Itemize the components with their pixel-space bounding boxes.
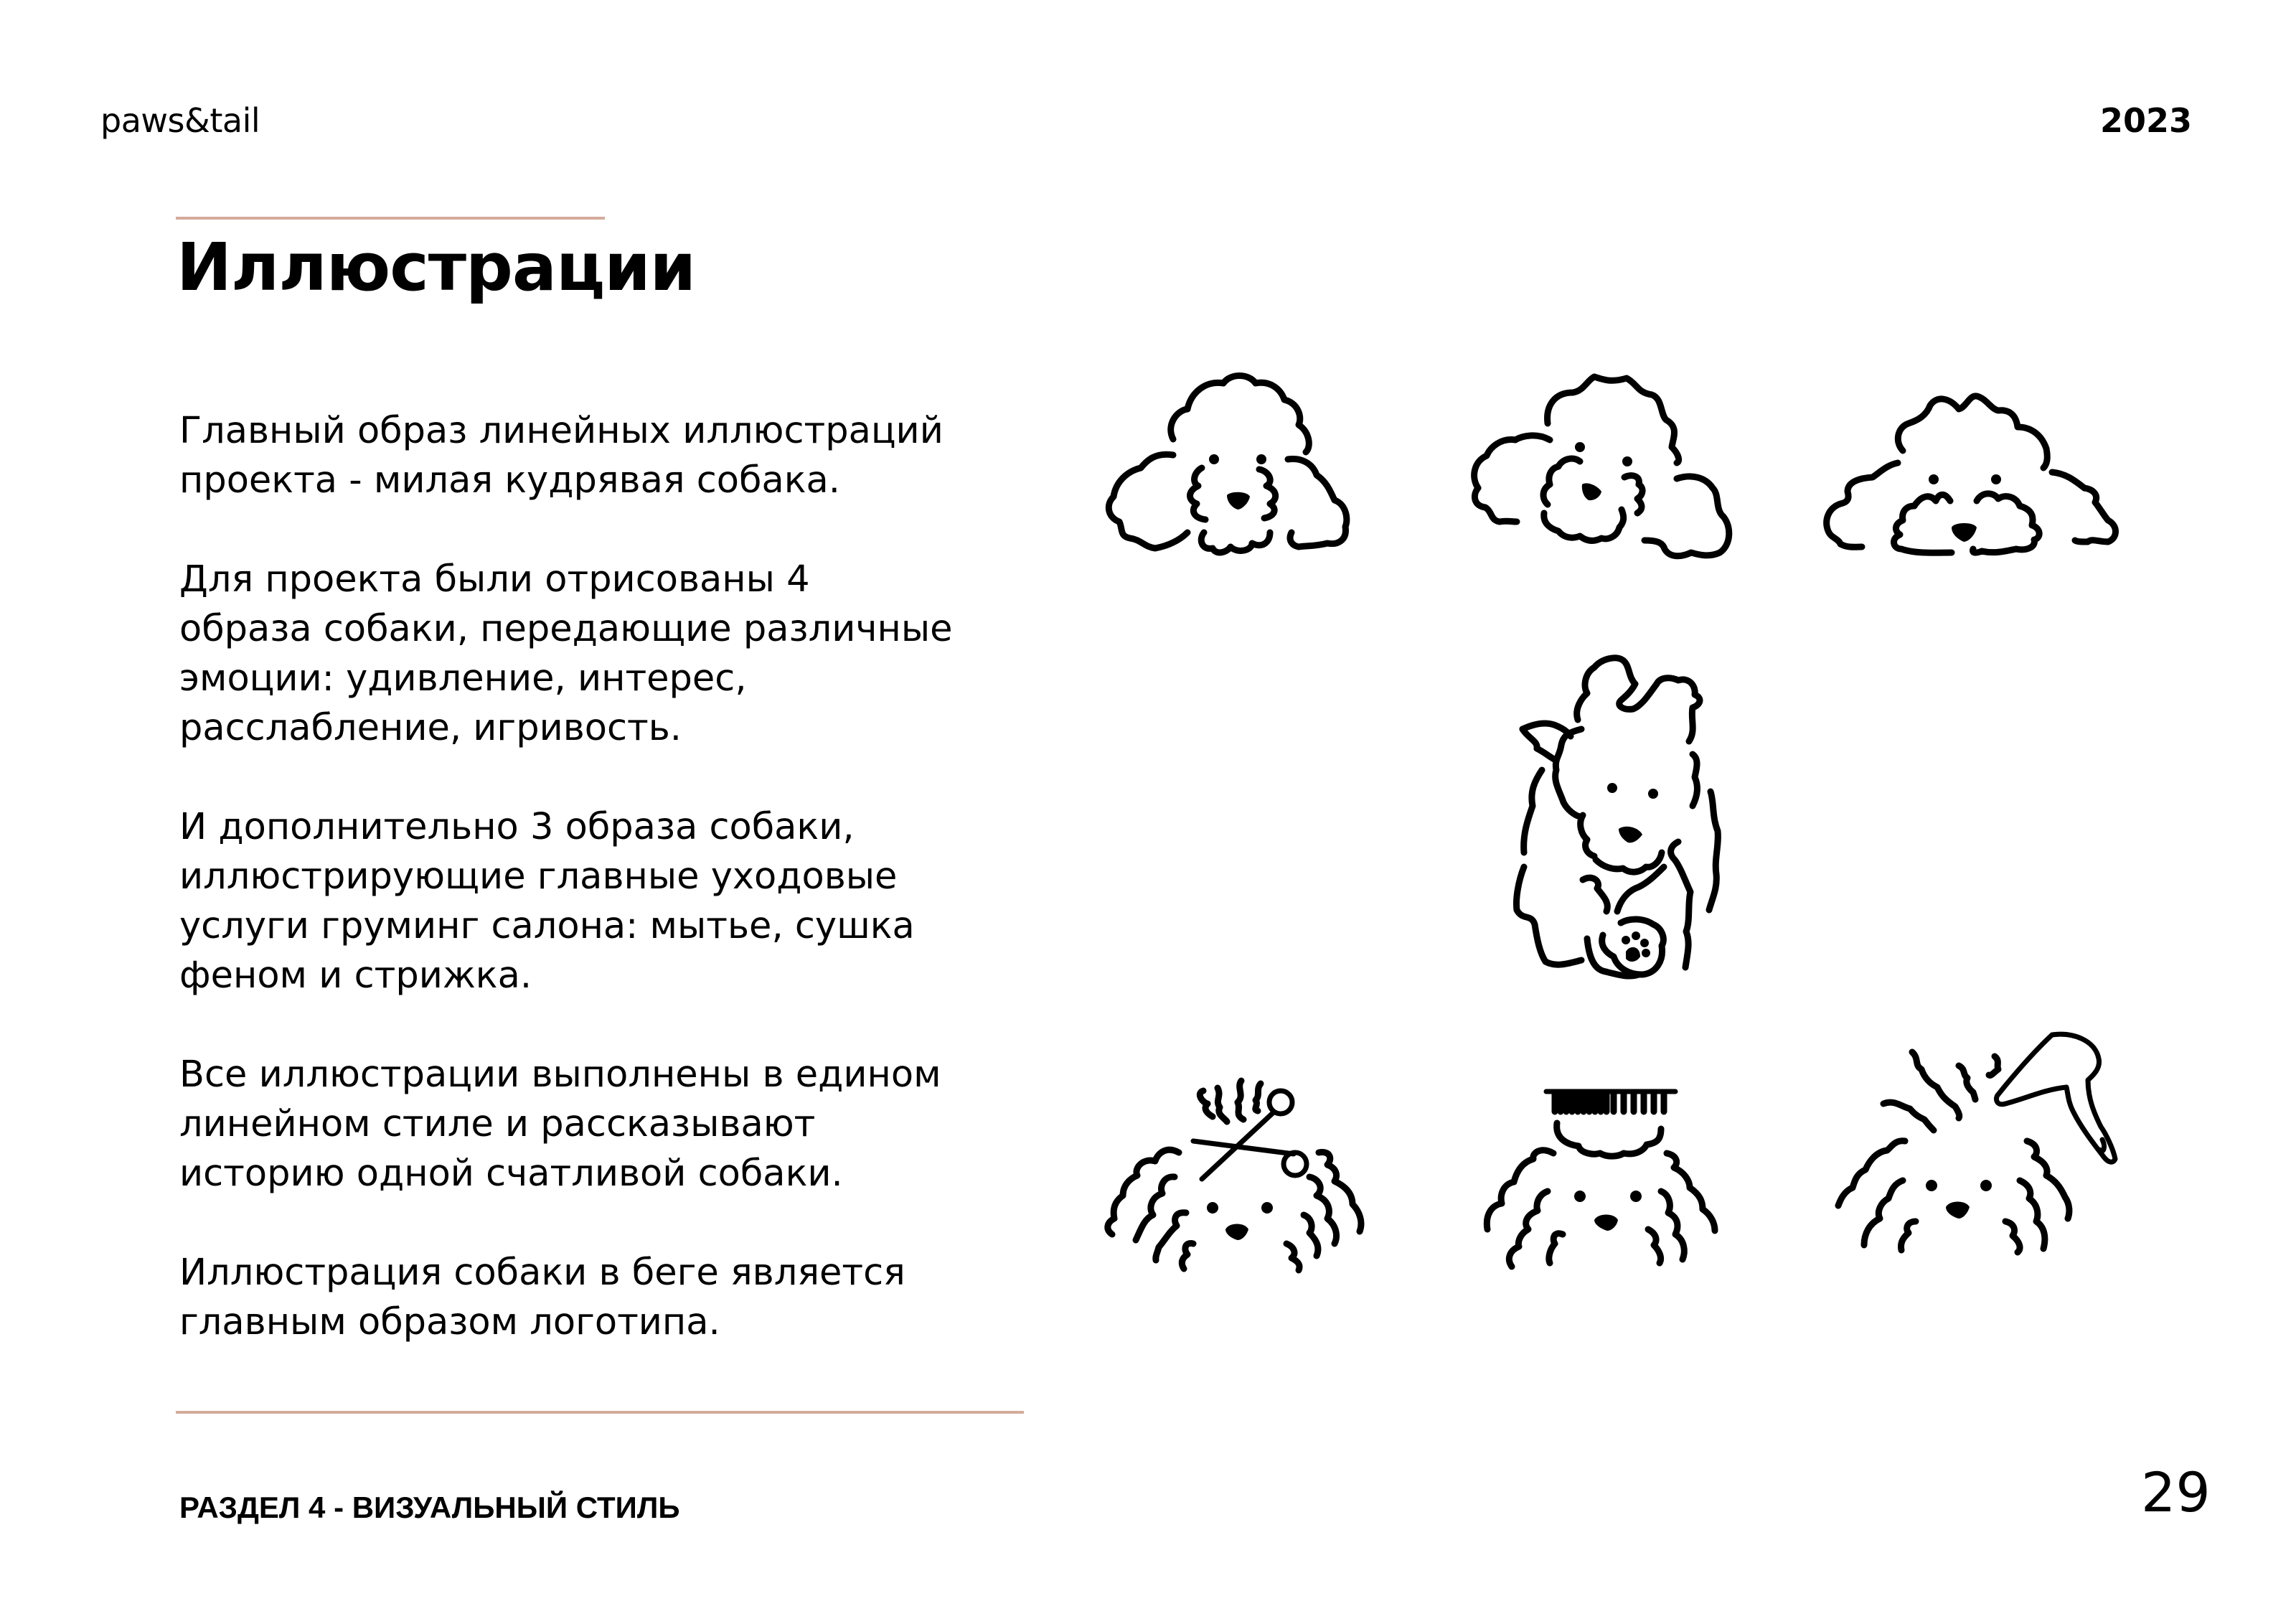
- description-text: [179, 406, 1040, 1347]
- paragraph-main-image: [179, 406, 1040, 505]
- dog-running-icon: [1502, 652, 1718, 982]
- text-line: Иллюстрация собаки в беге является: [179, 1252, 905, 1294]
- paragraph-logo: [179, 1248, 1040, 1347]
- dog-hairdryer-icon: [1837, 1033, 2131, 1263]
- title-divider: [176, 217, 605, 220]
- text-line: Для проекта были отрисованы 4: [179, 558, 810, 601]
- text-line: феном и стрижка.: [179, 954, 532, 997]
- paragraph-emotions: [179, 555, 1040, 753]
- page-number: 29: [2141, 1460, 2211, 1524]
- text-line: расслабление, игривость.: [179, 707, 682, 749]
- year-label: 2023: [2099, 101, 2192, 140]
- dog-comb-icon: [1474, 1087, 1733, 1267]
- text-line: проекта - милая кудрявая собака.: [179, 459, 840, 502]
- section-label: РАЗДЕЛ 4 - ВИЗУАЛЬНЫЙ СТИЛЬ: [179, 1491, 680, 1524]
- text-line: И дополнительно 3 образа собаки,: [179, 806, 855, 848]
- paragraph-services: [179, 802, 1040, 1000]
- page-title: Иллюстрации: [177, 229, 696, 306]
- text-line: линейном стиле и рассказывают: [179, 1103, 816, 1145]
- dog-face-icon: [1098, 367, 1370, 554]
- dog-face-tilted-icon: [1465, 370, 1738, 560]
- text-line: образа собаки, передающие различные: [179, 608, 953, 650]
- text-line: Главный образ линейных иллюстраций: [179, 410, 944, 452]
- text-line: историю одной счатливой собаки.: [179, 1153, 843, 1195]
- footer-divider: [176, 1411, 1024, 1414]
- text-line: главным образом логотипа.: [179, 1301, 720, 1343]
- text-line: Все иллюстрации выполнены в едином: [179, 1053, 941, 1096]
- dog-haircut-scissors-icon: [1101, 1068, 1381, 1262]
- text-line: эмоции: удивление, интерес,: [179, 657, 747, 700]
- brand-logo-text: paws&tail: [100, 101, 260, 140]
- text-line: услуги груминг салона: мытье, сушка: [179, 905, 915, 947]
- dog-face-relaxed-icon: [1822, 388, 2124, 560]
- paragraph-style: [179, 1050, 1040, 1198]
- text-line: иллюстрирующие главные уходовые: [179, 855, 898, 898]
